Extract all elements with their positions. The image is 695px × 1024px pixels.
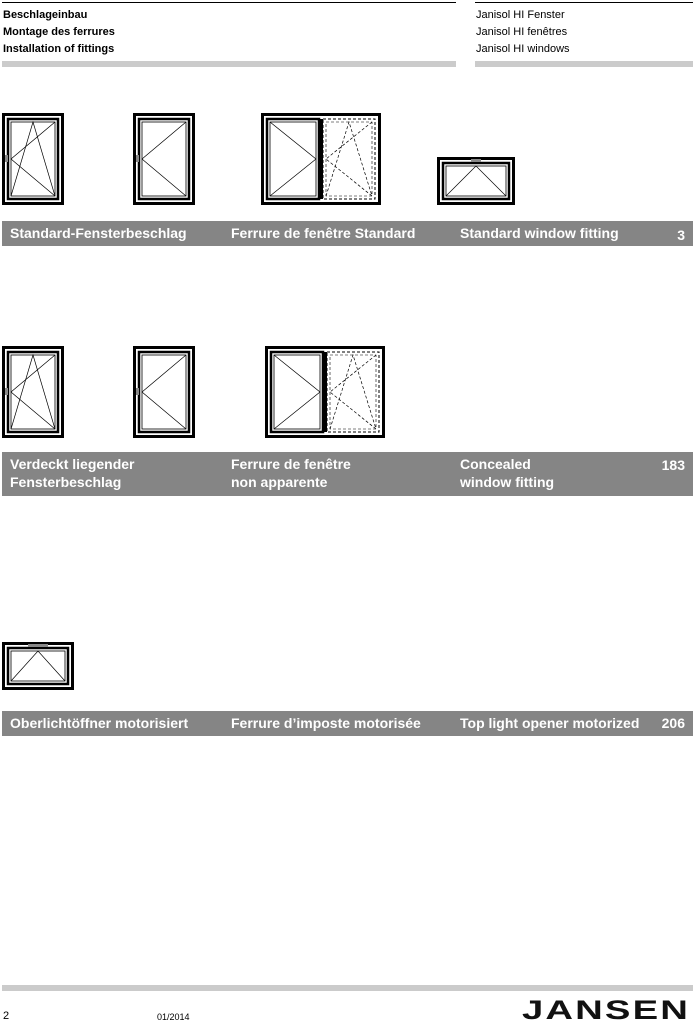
header-rule-right xyxy=(475,2,693,3)
header-product-de: Janisol HI Fenster xyxy=(476,9,565,21)
footer-band xyxy=(2,985,693,991)
section-label-fr-line2: non apparente xyxy=(231,474,328,490)
section-label-en: Standard window fitting xyxy=(460,225,619,241)
concealed-turn-window-icon xyxy=(133,346,195,438)
header-title-de: Beschlageinbau xyxy=(3,9,88,21)
turn-window-icon xyxy=(133,113,195,205)
section-label-en: Top light opener motorized xyxy=(460,715,640,731)
top-light-window-icon xyxy=(437,157,515,205)
header-product-en: Janisol HI windows xyxy=(476,43,570,55)
header-title-en: Installation of fittings xyxy=(3,43,115,55)
jansen-logo xyxy=(522,998,692,1022)
section-label-de-line1: Verdeckt liegender xyxy=(10,456,135,472)
section-bar-concealed xyxy=(2,452,693,496)
section-page-ref[interactable]: 3 xyxy=(677,227,685,243)
section-label-en-line1: Concealed xyxy=(460,456,531,472)
header-title-fr: Montage des ferrures xyxy=(3,26,115,38)
section-page-ref[interactable]: 206 xyxy=(661,715,685,731)
section-label-en-line2: window fitting xyxy=(460,474,555,490)
tilt-turn-window-icon xyxy=(2,113,64,205)
motorized-top-light-icon xyxy=(2,642,74,690)
section-label-fr: Ferrure d’imposte motorisée xyxy=(231,715,421,731)
header-product-fr: Janisol HI fenêtres xyxy=(476,26,568,38)
footer-date: 01/2014 xyxy=(157,1012,190,1022)
section-label-de-line2: Fensterbeschlag xyxy=(10,474,122,490)
section-bar-motorized xyxy=(2,711,693,736)
section-label-fr-line1: Ferrure de fenêtre xyxy=(231,456,351,472)
footer-page-number: 2 xyxy=(3,1010,10,1022)
header-rule-left xyxy=(2,2,456,3)
header-titles-right xyxy=(476,7,570,58)
section-label-de: Oberlichtöffner motorisiert xyxy=(10,715,189,731)
header-band-left xyxy=(2,61,456,67)
concealed-tilt-turn-window-icon xyxy=(2,346,64,438)
section-label-fr: Ferrure de fenêtre Standard xyxy=(231,225,416,241)
section-page-ref[interactable]: 183 xyxy=(661,457,685,473)
header-band-right xyxy=(475,61,693,67)
logo-text: JANSEN xyxy=(522,998,690,1022)
header-titles-left xyxy=(3,7,115,58)
section-label-de: Standard-Fensterbeschlag xyxy=(10,225,187,241)
section-bar-standard xyxy=(2,221,693,246)
concealed-double-window-icon xyxy=(265,346,385,438)
double-window-icon xyxy=(261,113,381,205)
